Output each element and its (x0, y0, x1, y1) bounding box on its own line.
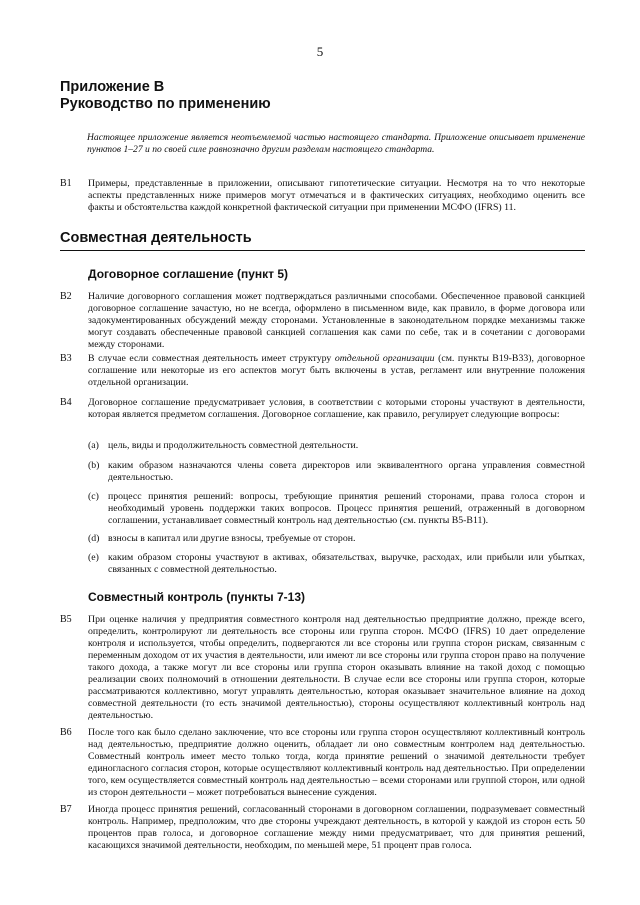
list-item (88, 533, 585, 545)
paragraph-b1 (60, 178, 585, 214)
paragraph-number: B4 (60, 397, 72, 408)
list-item (88, 460, 585, 484)
emphasis-text: отдельной организации (334, 353, 435, 364)
paragraph-b4 (60, 397, 585, 421)
section-divider (60, 250, 585, 251)
list-marker: (a) (88, 440, 99, 451)
paragraph-b6 (60, 727, 585, 799)
appendix-title: Приложение B (60, 79, 165, 95)
paragraph-b3 (60, 353, 585, 389)
subsection-title-joint-control: Совместный контроль (пункты 7-13) (88, 590, 306, 604)
paragraph-text (88, 353, 585, 389)
list-item-text: взносы в капитал или другие взносы, требуемые от сторон. (108, 533, 356, 544)
paragraph-number: B6 (60, 727, 72, 738)
list-item-text: цель, виды и продолжительность совместной деятельности. (108, 440, 359, 451)
text-segment: В случае если совместная деятельность имеет структуру (88, 353, 335, 364)
paragraph-text: Договорное соглашение предусматривает условия, в соответствии с которыми стороны участвуют в деятельности, которая является предметом соглашения. Договорное соглашение, как правило, регулирует следующие вопросы: (88, 397, 585, 420)
list-marker: (c) (88, 491, 99, 502)
paragraph-b7 (60, 804, 585, 852)
section-title: Совместная деятельность (60, 230, 252, 246)
paragraph-text: Наличие договорного соглашения может подтверждаться различными способами. Обеспеченное правовой санкцией договорное соглашение зачастую, но не всегда, оформлено в письменном виде, как правило, в форме договора или задокументированных обсуждений между сторонами. Установленные в законодательном порядке механизмы также могут создавать обеспеченные правовой санкцией соглашения как сами по себе, так и в сочетании с договорами между сторонами. (88, 291, 585, 350)
paragraph-text: Примеры, представленные в приложении, описывают гипотетические ситуации. Несмотря на то что некоторые аспекты представленных ниже примеров могут отмечаться и в фактических ситуациях, необходимо оценить все факты и обстоятельства каждой конкретной фактической ситуации при применении МСФО (IFRS) 11. (88, 178, 585, 213)
list-item (88, 440, 585, 452)
paragraph-number: B5 (60, 614, 72, 625)
paragraph-text: Иногда процесс принятия решений, согласованный сторонами в договорном соглашении, подразумевает совместный контроль. Например, предположим, что две стороны учреждают деятельность, в которой у каждой из сторон есть 50 процентов прав голоса, и договорное соглашение между ними предусматривает, что для принятия решений, касающихся значимой деятельности, необходим, по меньшей мере, 51 процент прав голоса. (88, 804, 585, 851)
subsection-title-agreement: Договорное соглашение (пункт 5) (88, 267, 289, 281)
list-marker: (d) (88, 533, 100, 544)
appendix-intro: Настоящее приложение является неотъемлемой частью настоящего стандарта. Приложение описывает применение пунктов 1–27 и по своей силе равнозначно другим разделам настоящего стандарта. (87, 132, 585, 155)
paragraph-b2 (60, 291, 585, 351)
paragraph-number: B3 (60, 353, 72, 364)
list-item-text: каким образом стороны участвуют в активах, обязательствах, выручке, расходах, или прибыли или убытках, связанных с совместной деятельностью. (108, 552, 585, 575)
paragraph-text: После того как было сделано заключение, что все стороны или группа сторон осуществляют коллективный контроль над деятельностью, предприятие должно оценить, обладает ли оно совместным контролем над деятельностью. Совместный контроль имеет место только тогда, когда принятие решений о значимой деятельности требует единогласного согласия сторон, которые осуществляют коллективный контроль над деятельностью. При определении того, кем осуществляется совместный контроль над деятельностью – всеми сторонами или группой сторон, или одной из сторон деятельности – может потребоваться вынесение суждения. (88, 727, 585, 798)
paragraph-number: B2 (60, 291, 72, 302)
page-number: 5 (316, 44, 324, 59)
text-segment: (см. пункты B19-B33), договорное соглашение или некоторые из его аспектов могут быть включены в устав, регламент или внутренние положения отдельной организации. (88, 353, 585, 388)
list-item-text: процесс принятия решений: вопросы, требующие принятия решений сторонами, права голоса сторон и необходимый уровень поддержки таких вопросов. Процесс принятия решений, отраженный в договорном соглашении, устанавливает совместный контроль над деятельностью (см. пункты B5-B11). (108, 491, 585, 526)
paragraph-b5 (60, 614, 585, 722)
list-marker: (e) (88, 552, 99, 563)
list-item (88, 491, 585, 527)
paragraph-number: B1 (60, 178, 72, 189)
paragraph-text: При оценке наличия у предприятия совместного контроля над деятельностью предприятие должно, прежде всего, определить, контролируют ли деятельность все стороны или группа сторон. МСФО (IFRS) 10 дает определение контроля и используется, чтобы определить, подвергаются ли все стороны или группа сторон рискам, связанным с переменным доходом от их участия в деятельности, или имеют ли все стороны или группа сторон право на получение такого дохода, а также могут ли все стороны или группа сторон оказывать влияние на такой доход с помощью реализации своих полномочий в отношении деятельности. В случае если все стороны или группа сторон, которые рассматриваются коллективно, могут управлять деятельностью, которая оказывает значительное влияние на доход совместной деятельности (то есть значимой деятельностью), стороны осуществляют коллективный контроль над деятельностью. (88, 614, 585, 721)
list-item (88, 552, 585, 576)
paragraph-number: B7 (60, 804, 72, 815)
list-marker: (b) (88, 460, 100, 471)
appendix-subtitle: Руководство по применению (60, 96, 271, 112)
list-item-text: каким образом назначаются члены совета директоров или эквивалентного органа управления совместной деятельностью. (108, 460, 585, 483)
